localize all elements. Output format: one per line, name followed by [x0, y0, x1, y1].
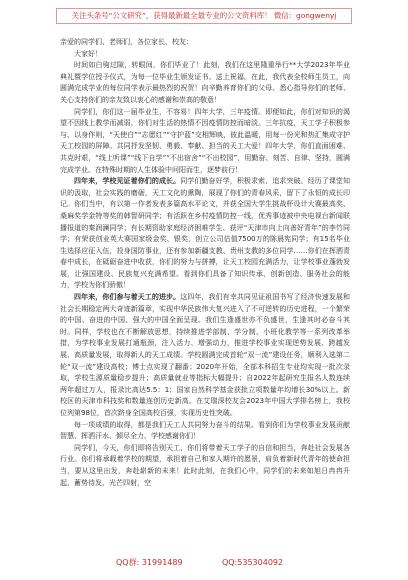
qq-group: QQ群: 31991489 — [116, 558, 183, 567]
progress-lead: 四年来，你们参与着天工的进步。 — [74, 293, 181, 302]
salutation: 大家好！ — [74, 49, 102, 58]
promo-banner: 关注头条号“公文研究”，获得最新最全最专业的公文资料库！ 微信：gongwenyj — [56, 8, 352, 24]
paragraph-growth — [60, 176, 350, 292]
contact-footer — [0, 556, 408, 570]
progress-body: 这四年，我们有幸共同见证祖国书写了经济快速发展和社会长期稳定两大奇迹新篇章，实现中华民族伟大复兴进入了不可逆转的历史进程，一个繁荣的中国、奋进的中国、强大的中国全面呈现。我们生逢盛世亦不负盛世，生逢其时必奋斗其时。同样，学校也在不断解放思想，持续推进学部制、学分制、小班化教学等一系列改革举措，为学校事业发展打通瓶颈，注入活力、增强动力，推进学校事业实现逆势发展、跨越发展、高质量发展，取得新人的天工成绩。学校圆满完成首轮“双一流”建设任务，顺利入选第二轮“双一流”建设高校；博士点实现了翻番；2020年开始，全部本科招生专业均实现一批次录取，学校生源质量稳步提升；高质量就业等指标大幅提升；自2022年起研究生报名人数连续两年超过万人，报录比高达5.5：1；国家自然科学基金获批立项数量年均增长30%以上。新校区的天津市科技奖和数量连创历史新高。在艾瑞深校友会2023年中国大学排名榜上，我校位列第98位，首次跻身全国高校百强，实现历史性突破。 — [60, 293, 351, 417]
paragraph-farewell: 同学们，今天，你们即将告别天工，你们将带着天工学子的自信和担当，奔赴社会发展各行业。你们将承载着学校的期望，承担着自己和家人期许的愿景，肩负着新时代青年的使命担当，要从这里出发，奔赴崭新的未来！此时此刻，在我们心中，同学们的未来如旭日冉冉升起，蓄势待发，光芒四射，空 — [60, 443, 350, 487]
paragraph-thanks: 每一项成绩的取得，都是我们天工人共同努力奋斗的结果。看到你们为学校事业发展贡献智慧、挥洒汗水、倾尽全力，学校感谢你们！ — [60, 420, 350, 441]
speech-document — [60, 37, 350, 489]
paragraph-opening: 时间如白驹过隙，转眼间，你们毕业了！此刻，我们在这里隆重举行**大学2023年毕业典礼暨学位授予仪式，为每一位毕业生颁发证书、送上祝福。在此，我代表全校师生员工，向圆满完成学业的每位同学表示最热烈的祝贺！向辛勤养育你们的父母、悉心指导你们的老师、关心支持你们的亲友致以衷心的感谢和崇高的敬意！ — [60, 61, 350, 104]
greeting: 亲爱的同学们、老师们，各位家长、校友： — [60, 38, 193, 46]
qq-number: QQ:535304092 — [222, 558, 284, 567]
growth-lead: 四年来，学校见证着你们的成长。 — [74, 177, 181, 186]
paragraph-progress — [60, 292, 350, 420]
paragraph-pandemic: 同学们，你们这一届毕业生，不容易！四年大学，三年疫情。即便如此，你们对知识的渴望不因线上教学而减弱，你们对生活的热情不因疫情防控而暗淡。三年抗疫，天工学子积极参与、以身作则，“天使白”“志愿红”“守护蓝”交相辉映，彼此温暖，用每一份光和热汇集成守护天工校园的屏障。共同抒发坚韧、勇毅、奉献、担当的天工大爱！四年大学，你们直面困难、共克时艰，“线上听课”“线下自学”“不出宿舍”“不出校园”，用勤奋、刻苦、自律、坚持，圆满完成学业。在特殊时期的人生体验中问阳而生，逐梦前行！ — [60, 107, 350, 174]
growth-body: 同学们勤奋好学，积极求索、追求突破。经历了课堂知识的汲取，社会实践的磨砺，天工文化的熏陶，展现了你们的青春风采，留下了永恒的成长印记。你们当中，有以第一作者发表多篇高水平论文，并获全国大学生挑战杯设计大赛最高奖、桑麻奖学金特等奖的韩智研同学；有活跃在乡村疫情防控一线，优秀事迹被中央电视台新闻联播报道的秦润澜同学；有长期资助家庭经济困难学生、获评“天津市向上向善好青年”的李竹同学；有荣获创业英大赛国家级金奖、银奖，创立公司估值7500万的陈晨宪同学；有15名毕业生选择应征入伍，投身国防事业，还有参加新疆支教、贵州支教的多位同学……你们在挥洒青春中成长，在砥砺奋进中收获，你们的努力与拼搏，让天工校园充满活力，让学校事业蓬勃发展，让强国建设、民族复兴充满希望。看到你们具备了知识传承、创新创造、服务社会的能力，学校为你们骄傲！ — [60, 177, 351, 290]
